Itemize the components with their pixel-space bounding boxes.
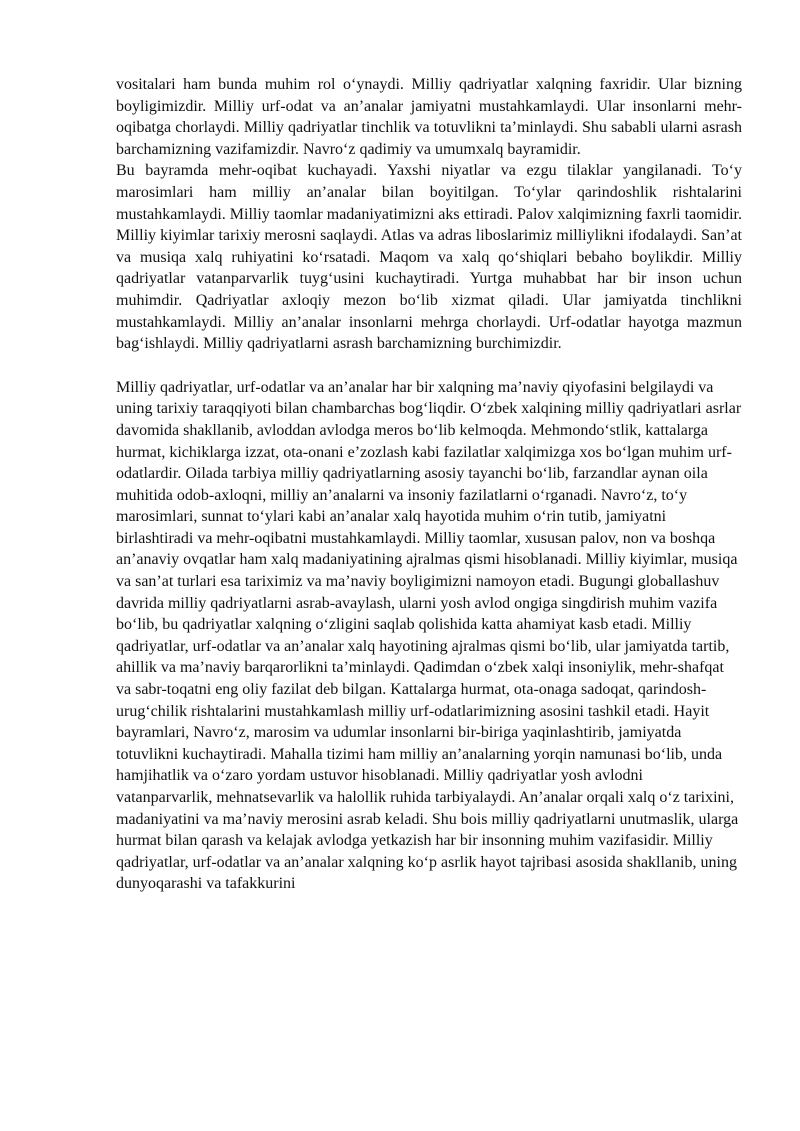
paragraph-1-part-2: Bu bayramda mehr-oqibat kuchayadi. Yaxshi niyatlar va ezgu tilaklar yangilanadi. To‘y marosimlari ham milliy an’analar bilan boyitilgan. To‘ylar qarindoshlik rishtalarini mustahkamlaydi. Milliy taomlar madaniyatimizni aks ettiradi. Palov xalqimizning faxrli taomidir. Milliy kiyimlar tarixiy merosni saqlaydi. Atlas va adras liboslarimiz milliylikni ifodalaydi. San’at va musiqa xalq ruhiyatini ko‘rsatadi. Maqom va xalq qo‘shiqlari bebaho boylikdir. Milliy qadriyatlar vatanparvarlik tuyg‘usini kuchaytiradi. Yurtga muhabbat har bir inson uchun muhimdir. Qadriyatlar axloqiy mezon bo‘lib xizmat qiladi. Ular jamiyatda tinchlikni mustahkamlaydi. Milliy an’analar insonlarni mehrga chorlaydi. Urf-odatlar hayotga mazmun bag‘ishlaydi. Milliy qadriyatlarni asrash barchamizning burchimizdir. [116, 162, 742, 353]
document-page [116, 74, 742, 895]
paragraph-1 [116, 74, 742, 355]
paragraph-1-part-1: vositalari ham bunda muhim rol o‘ynaydi. Milliy qadriyatlar xalqning faxridir. Ular bizning boyligimizdir. Milliy urf-odat va an’analar jamiyatni mustahkamlaydi. Ular insonlarni mehr-oqibatga chorlaydi. Milliy qadriyatlar tinchlik va totuvlikni ta’minlaydi. Shu sababli ularni asrash barchamizning vazifamizdir. Navro‘z qadimiy va umumxalq bayramidir. [116, 76, 742, 158]
paragraph-2: Milliy qadriyatlar, urf-odatlar va an’analar har bir xalqning ma’naviy qiyofasini belgilaydi va uning tarixiy taraqqiyoti bilan chambarchas bog‘liqdir. O‘zbek xalqining milliy qadriyatlari asrlar davomida shakllanib, avloddan avlodga meros bo‘lib kelmoqda. Mehmondo‘stlik, kattalarga hurmat, kichiklarga izzat, ota-onani e’zozlash kabi fazilatlar xalqimizga xos bo‘lgan muhim urf-odatlardir. Oilada tarbiya milliy qadriyatlarning asosiy tayanchi bo‘lib, farzandlar aynan oila muhitida odob-axloqni, milliy an’analarni va insoniy fazilatlarni o‘rganadi. Navro‘z, to‘y marosimlari, sunnat to‘ylari kabi an’analar xalq hayotida muhim o‘rin tutib, jamiyatni birlashtiradi va mehr-oqibatni mustahkamlaydi. Milliy taomlar, xususan palov, non va boshqa an’anaviy ovqatlar ham xalq madaniyatining ajralmas qismi hisoblanadi. Milliy kiyimlar, musiqa va san’at turlari esa tariximiz va ma’naviy boyligimizni namoyon etadi. Bugungi globallashuv davrida milliy qadriyatlarni asrab-avaylash, ularni yosh avlod ongiga singdirish muhim vazifa bo‘lib, bu qadriyatlar xalqning o‘zligini saqlab qolishida katta ahamiyat kasb etadi. Milliy qadriyatlar, urf-odatlar va an’analar xalq hayotining ajralmas qismi bo‘lib, ular jamiyatda tartib, ahillik va ma’naviy barqarorlikni ta’minlaydi. Qadimdan o‘zbek xalqi insoniylik, mehr-shafqat va sabr-toqatni eng oliy fazilat deb bilgan. Kattalarga hurmat, ota-onaga sadoqat, qarindosh-urug‘chilik rishtalarini mustahkamlash milliy urf-odatlarimizning asosini tashkil etadi. Hayit bayramlari, Navro‘z, marosim va udumlar insonlarni bir-biriga yaqinlashtirib, jamiyatda totuvlikni kuchaytiradi. Mahalla tizimi ham milliy an’analarning yorqin namunasi bo‘lib, unda hamjihatlik va o‘zaro yordam ustuvor hisoblanadi. Milliy qadriyatlar yosh avlodni vatanparvarlik, mehnatsevarlik va halollik ruhida tarbiyalaydi. An’analar orqali xalq o‘z tarixini, madaniyatini va ma’naviy merosini asrab keladi. Shu bois milliy qadriyatlarni unutmaslik, ularga hurmat bilan qarash va kelajak avlodga yetkazish har bir insonning muhim vazifasidir. Milliy qadriyatlar, urf-odatlar va an’analar xalqning ko‘p asrlik hayot tajribasi asosida shakllanib, uning dunyoqarashi va tafakkurini [116, 378, 742, 893]
